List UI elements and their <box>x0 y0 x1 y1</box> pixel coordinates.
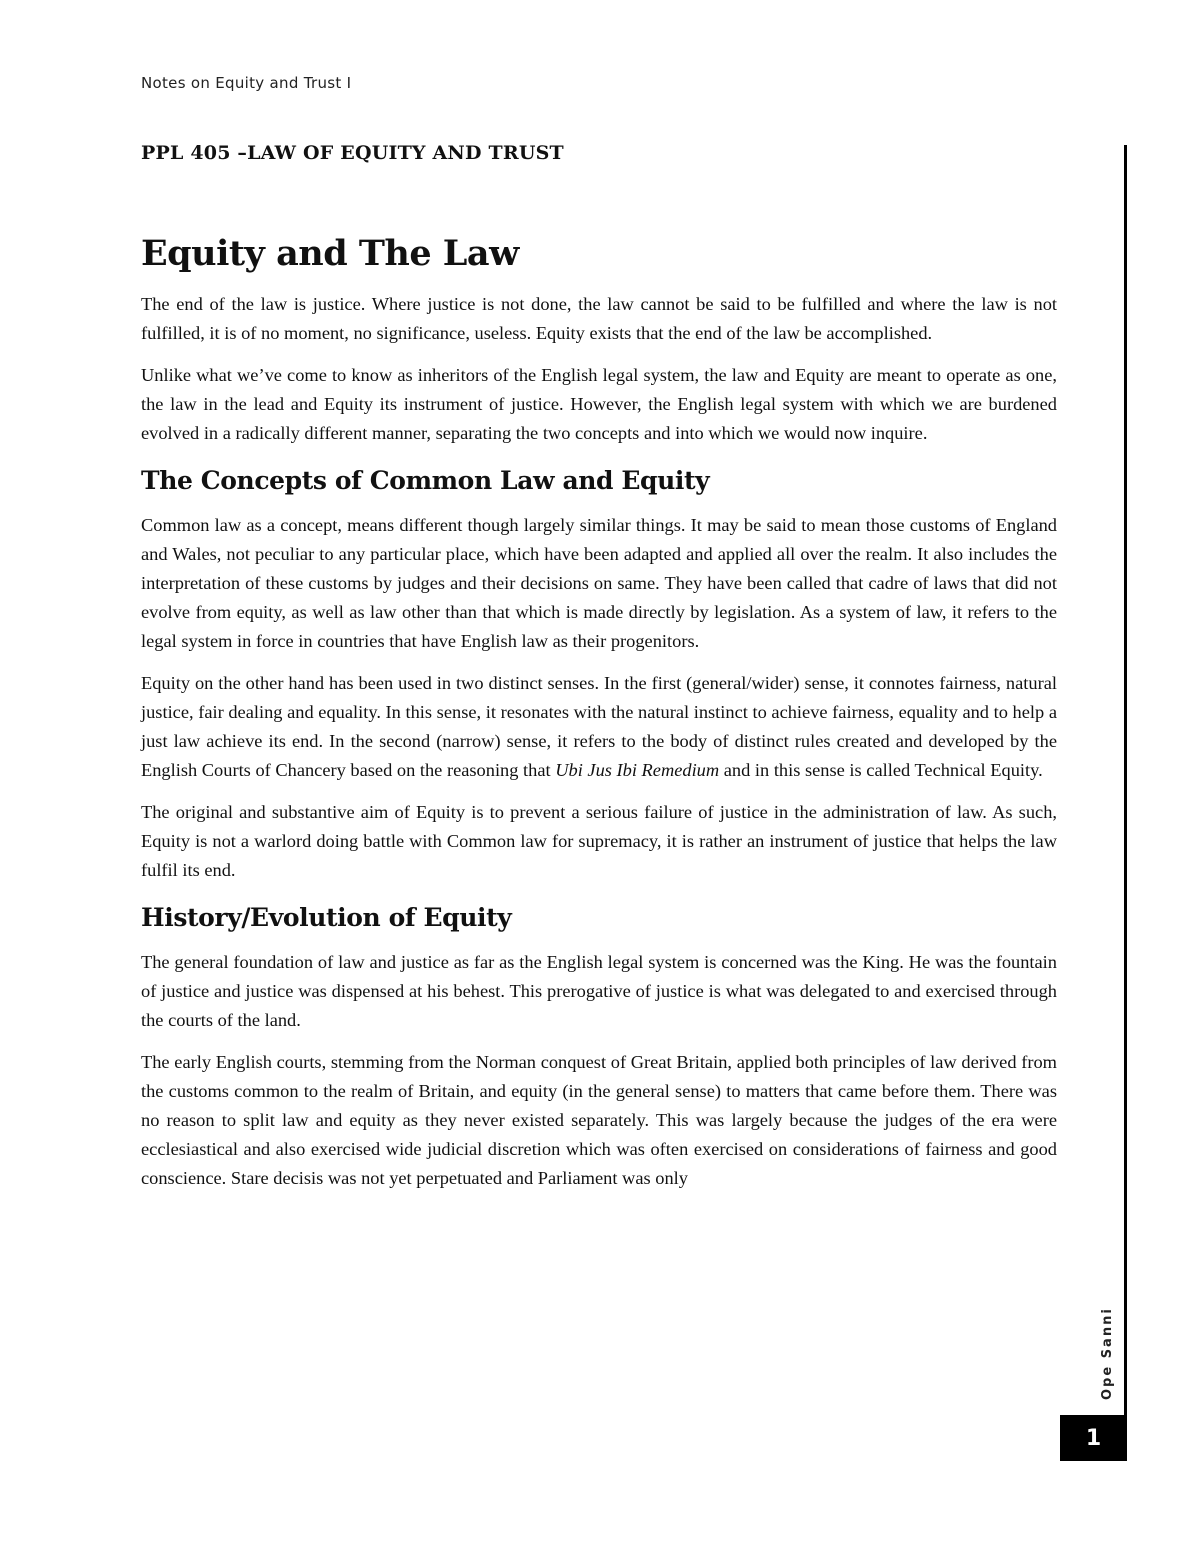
section-heading-history: History/Evolution of Equity <box>141 903 512 932</box>
concepts-paragraph-2 <box>141 669 1057 785</box>
concepts-paragraph-3: The original and substantive aim of Equity is to prevent a serious failure of justice in the administration of law. As such, Equity is not a warlord doing battle with Common law for supremacy, it is rather an instrument of justice that helps the law fulfil its end. <box>141 802 1057 880</box>
page-number: 1 <box>1060 1415 1127 1461</box>
intro-paragraph-1: The end of the law is justice. Where justice is not done, the law cannot be said to be fulfilled and where the law is not fulfilled, it is of no moment, no significance, useless. Equity exists that the end of the law be accomplished. <box>141 294 1057 343</box>
history-paragraph-2: The early English courts, stemming from the Norman conquest of Great Britain, applied both principles of law derived from the customs common to the realm of Britain, and equity (in the general sense) to matters that came before them. There was no reason to split law and equity as they never existed separately. This was largely because the judges of the era were ecclesiastical and also exercised wide judicial discretion which was often exercised on considerations of fairness and good conscience. Stare decisis was not yet perpetuated and Parliament was only <box>141 1052 1057 1188</box>
concepts-paragraph-2-start: Equity on the other hand has been used in two distinct senses. In the first (general/wider) sense, it connotes fairness, natural justice, fair dealing and equality. In this sense, it resonates with the natural instinct to achieve fairness, equality and to help a just law achieve its end. In the second (narrow) sense, it refers to the body of distinct rules created and developed by the English Courts of Chancery based on the reasoning that <box>141 673 1057 780</box>
concepts-paragraph-1: Common law as a concept, means different though largely similar things. It may be said to mean those customs of England and Wales, not peculiar to any particular place, which have been adapted and applied all over the realm. It also includes the interpretation of these customs by judges and their decisions on same. They have been called that cadre of laws that did not evolve from equity, as well as law other than that which is made directly by legislation. As a system of law, it refers to the legal system in force in countries that have English law as their progenitors. <box>141 515 1057 651</box>
history-paragraph-1: The general foundation of law and justice as far as the English legal system is concerned was the King. He was the fountain of justice and justice was dispensed at his behest. This prerogative of justice is what was delegated to and exercised through the courts of the land. <box>141 952 1057 1030</box>
document-body <box>141 230 1057 1206</box>
author-name: Ope Sanni <box>1100 1307 1115 1400</box>
intro-paragraph-2: Unlike what we’ve come to know as inheritors of the English legal system, the law and Equity are meant to operate as one, the law in the lead and Equity its instrument of justice. However, the English legal system with which we are burdened evolved in a radically different manner, separating the two concepts and into which we would now inquire. <box>141 365 1057 443</box>
concepts-paragraph-2-end: and in this sense is called Technical Equity. <box>719 760 1043 780</box>
section-heading-concepts: The Concepts of Common Law and Equity <box>141 466 710 495</box>
latin-maxim: Ubi Jus Ibi Remedium <box>555 760 720 780</box>
margin-rule <box>1124 145 1127 1460</box>
course-code: PPL 405 –LAW OF EQUITY AND TRUST <box>141 142 564 164</box>
running-header: Notes on Equity and Trust I <box>141 74 352 92</box>
page-title: Equity and The Law <box>141 233 519 274</box>
